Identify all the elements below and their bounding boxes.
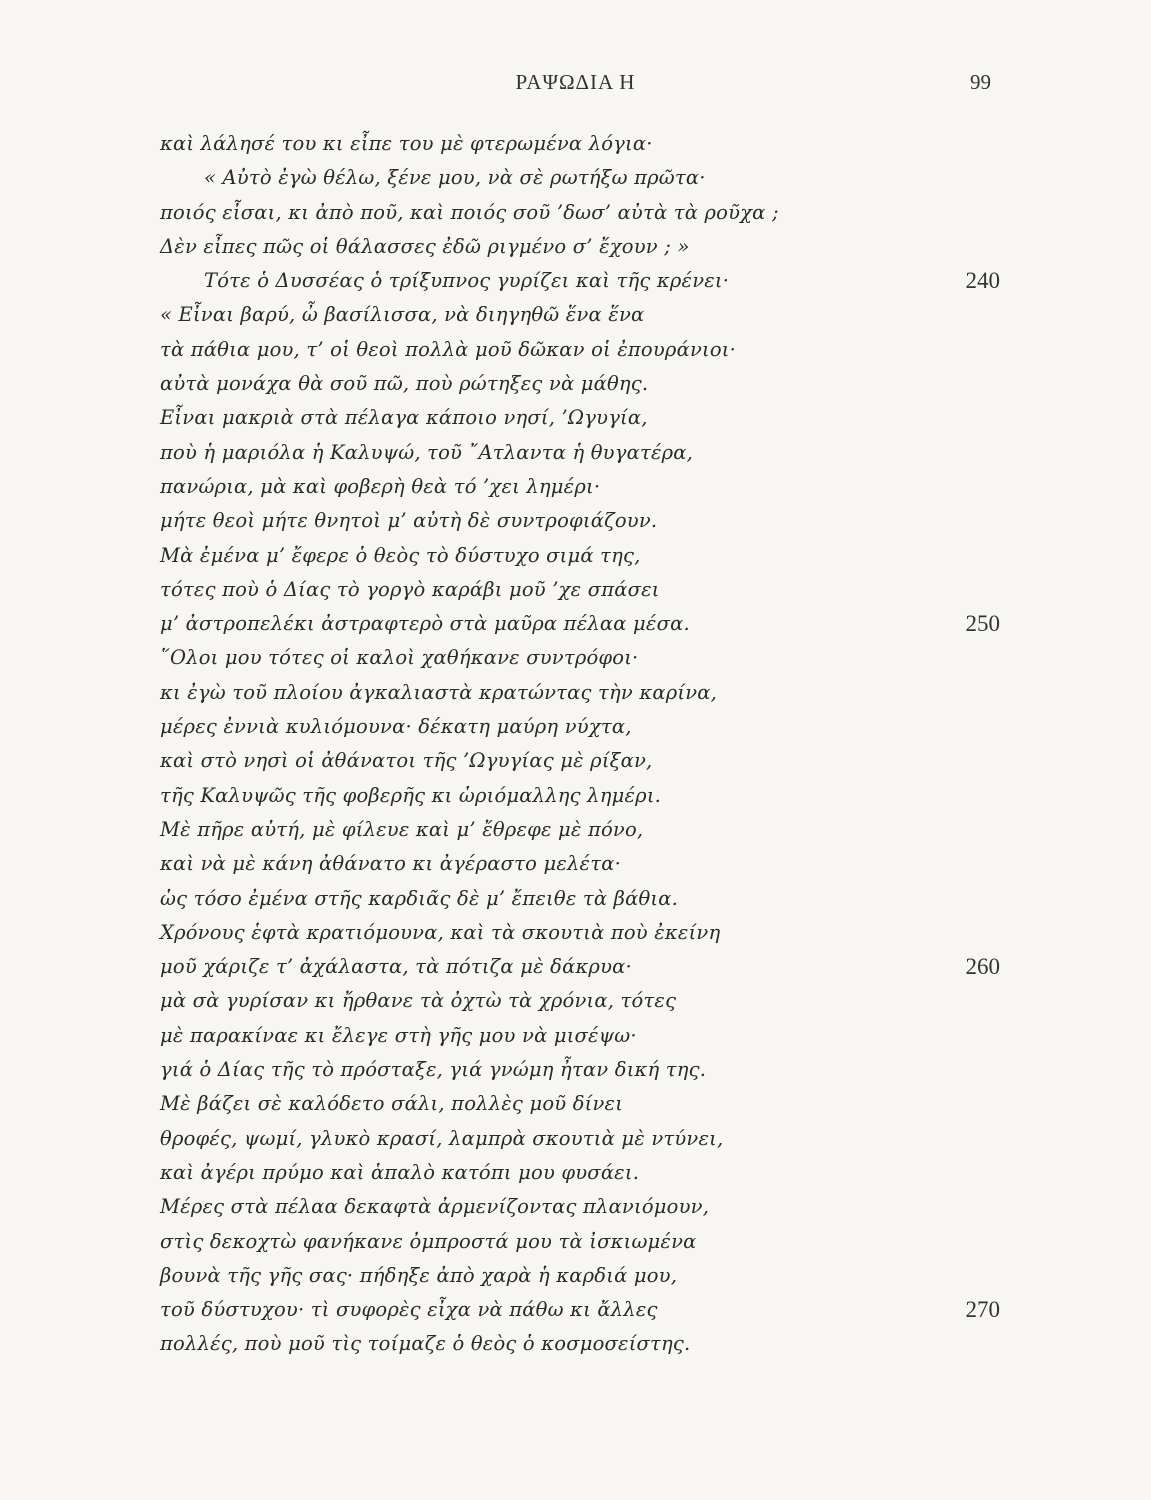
verse-line xyxy=(160,264,1000,298)
line-number: 270 xyxy=(965,1297,1000,1323)
verse-text: κι ἐγὼ τοῦ πλοίου ἀγκαλιαστὰ κρατώντας τὴν καρίνα, xyxy=(160,680,718,704)
verse-text: θροφές, ψωμί, γλυκὸ κρασί, λαμπρὰ σκουτιὰ μὲ ντύνει, xyxy=(160,1126,724,1150)
line-number: 260 xyxy=(965,954,1000,980)
verse-line xyxy=(160,1259,1000,1293)
verse-text: γιά ὁ Δίας τῆς τὸ πρόσταξε, γιά γνώμη ἦταν δική της. xyxy=(160,1058,707,1082)
verse-line xyxy=(160,230,1000,264)
verse-text: τῆς Καλυψῶς τῆς φοβερῆς κι ὡριόμαλλης λημέρι. xyxy=(160,783,662,807)
verse-line xyxy=(160,1019,1000,1053)
verse-line xyxy=(160,779,1000,813)
verse-text: στὶς δεκοχτὼ φανήκανε ὀμπροστά μου τὰ ἰσκιωμένα xyxy=(160,1229,697,1253)
verse-text: πανώρια, μὰ καὶ φοβερὴ θεὰ τό ’χει λημέρι· xyxy=(160,474,601,498)
verse-text: πολλές, ποὺ μοῦ τὶς τοίμαζε ὁ θεὸς ὁ κοσμοσείστης. xyxy=(160,1332,691,1356)
verse-line xyxy=(160,539,1000,573)
verse-text: μήτε θεοὶ μήτε θνητοὶ μ’ αὐτὴ δὲ συντροφιάζουν. xyxy=(160,509,658,533)
verse-text: Δὲν εἶπες πῶς οἱ θάλασσες ἐδῶ ριγμένο σ’ ἔχουν ; » xyxy=(160,234,690,258)
verse-line xyxy=(160,401,1000,435)
verse-text: ποιός εἶσαι, κι ἀπὸ ποῦ, καὶ ποιός σοῦ ’δωσ’ αὐτὰ τὰ ροῦχα ; xyxy=(160,200,779,224)
verse-text: ὡς τόσο ἐμένα στῆς καρδιᾶς δὲ μ’ ἔπειθε τὰ βάθια. xyxy=(160,886,679,910)
verse-text: ποὺ ἡ μαριόλα ἡ Καλυψώ, τοῦ ῎Ατλαντα ἡ θυγατέρα, xyxy=(160,440,694,464)
verse-line xyxy=(160,1087,1000,1121)
running-header xyxy=(0,70,1151,100)
verse-line xyxy=(160,813,1000,847)
verse-text: Τότε ὁ Δυσσέας ὁ τρίξυπνος γυρίζει καὶ τῆς κρένει· xyxy=(204,269,730,293)
verse-line xyxy=(160,676,1000,710)
verse-text: Χρόνους ἑφτὰ κρατιόμουνα, καὶ τὰ σκουτιὰ ποὺ ἐκείνη xyxy=(160,920,721,944)
verse-line xyxy=(160,984,1000,1018)
verse-text: μοῦ χάριζε τ’ ἀχάλαστα, τὰ πότιζα μὲ δάκρυα· xyxy=(160,955,632,979)
line-number: 240 xyxy=(965,268,1000,294)
verse-line xyxy=(160,333,1000,367)
verse-text: τότες ποὺ ὁ Δίας τὸ γοργὸ καράβι μοῦ ’χε σπάσει xyxy=(160,577,660,601)
verse-text: μὲ παρακίναε κι ἔλεγε στὴ γῆς μου νὰ μισέψω· xyxy=(160,1023,637,1047)
verse-line xyxy=(160,1122,1000,1156)
verse-line xyxy=(160,367,1000,401)
verse-text: Μὰ ἐμένα μ’ ἔφερε ὁ θεὸς τὸ δύστυχο σιμά της, xyxy=(160,543,641,567)
verse-text: μ’ ἀστροπελέκι ἀστραφτερὸ στὰ μαῦρα πέλαα μέσα. xyxy=(160,612,690,636)
verse-line xyxy=(160,1327,1000,1361)
verse-text: καὶ νὰ μὲ κάνη ἀθάνατο κι ἀγέραστο μελέτα· xyxy=(160,852,621,876)
verse-text: καὶ στὸ νησὶ οἱ ἀθάνατοι τῆς ’Ωγυγίας μὲ ρίξαν, xyxy=(160,749,653,773)
verse-text: τοῦ δύστυχου· τὶ συφορὲς εἶχα νὰ πάθω κι ἄλλες xyxy=(160,1298,658,1322)
verse-text: μὰ σὰ γυρίσαν κι ἤρθανε τὰ ὀχτὼ τὰ χρόνια, τότες xyxy=(160,989,677,1013)
verse-text: καὶ λάλησέ του κι εἶπε του μὲ φτερωμένα λόγια· xyxy=(160,132,653,155)
verse-line xyxy=(160,1053,1000,1087)
verse-line xyxy=(160,916,1000,950)
verse-text: αὐτὰ μονάχα θὰ σοῦ πῶ, ποὺ ρώτηξες νὰ μάθης. xyxy=(160,372,649,396)
verse-text: Μὲ πῆρε αὐτή, μὲ φίλευε καὶ μ’ ἔθρεφε μὲ πόνο, xyxy=(160,817,644,841)
verse-line xyxy=(160,710,1000,744)
verse-text: μέρες ἐννιὰ κυλιόμουνα· δέκατη μαύρη νύχτα, xyxy=(160,715,632,739)
verse-line xyxy=(160,127,1000,161)
verse-block xyxy=(160,127,1000,1362)
verse-line xyxy=(160,744,1000,778)
verse-text: « Αὐτὸ ἐγὼ θέλω, ξένε μου, νὰ σὲ ρωτήξω πρῶτα· xyxy=(204,166,706,190)
verse-line xyxy=(160,196,1000,230)
verse-line xyxy=(160,950,1000,984)
chapter-title: ΡΑΨΩΔΙΑ Η xyxy=(515,70,636,94)
verse-line xyxy=(160,641,1000,675)
page-number: 99 xyxy=(970,70,991,94)
verse-line xyxy=(160,847,1000,881)
verse-line xyxy=(160,470,1000,504)
verse-line xyxy=(160,1156,1000,1190)
verse-line xyxy=(160,1293,1000,1327)
verse-text: Εἶναι μακριὰ στὰ πέλαγα κάποιο νησί, ’Ωγυγία, xyxy=(160,406,648,430)
verse-text: καὶ ἀγέρι πρύμο καὶ ἁπαλὸ κατόπι μου φυσάει. xyxy=(160,1160,640,1184)
verse-line xyxy=(160,504,1000,538)
verse-line xyxy=(160,607,1000,641)
verse-line xyxy=(160,1225,1000,1259)
line-number: 250 xyxy=(965,611,1000,637)
verse-text: ῞Ολοι μου τότες οἱ καλοὶ χαθήκανε συντρόφοι· xyxy=(160,646,639,670)
verse-text: τὰ πάθια μου, τ’ οἱ θεοὶ πολλὰ μοῦ δῶκαν οἱ ἐπουράνιοι· xyxy=(160,337,737,361)
verse-line xyxy=(160,882,1000,916)
verse-line xyxy=(160,573,1000,607)
verse-text: Μέρες στὰ πέλαα δεκαφτὰ ἀρμενίζοντας πλανιόμουν, xyxy=(160,1195,710,1219)
verse-text: Μὲ βάζει σὲ καλόδετο σάλι, πολλὲς μοῦ δίνει xyxy=(160,1092,624,1116)
verse-line xyxy=(160,1190,1000,1224)
verse-line xyxy=(160,436,1000,470)
verse-line xyxy=(160,298,1000,332)
verse-text: βουνὰ τῆς γῆς σας· πήδηξε ἀπὸ χαρὰ ἡ καρδιά μου, xyxy=(160,1263,678,1287)
verse-line xyxy=(160,161,1000,195)
verse-text: « Εἶναι βαρύ, ὦ βασίλισσα, νὰ διηγηθῶ ἕνα ἕνα xyxy=(160,303,645,327)
